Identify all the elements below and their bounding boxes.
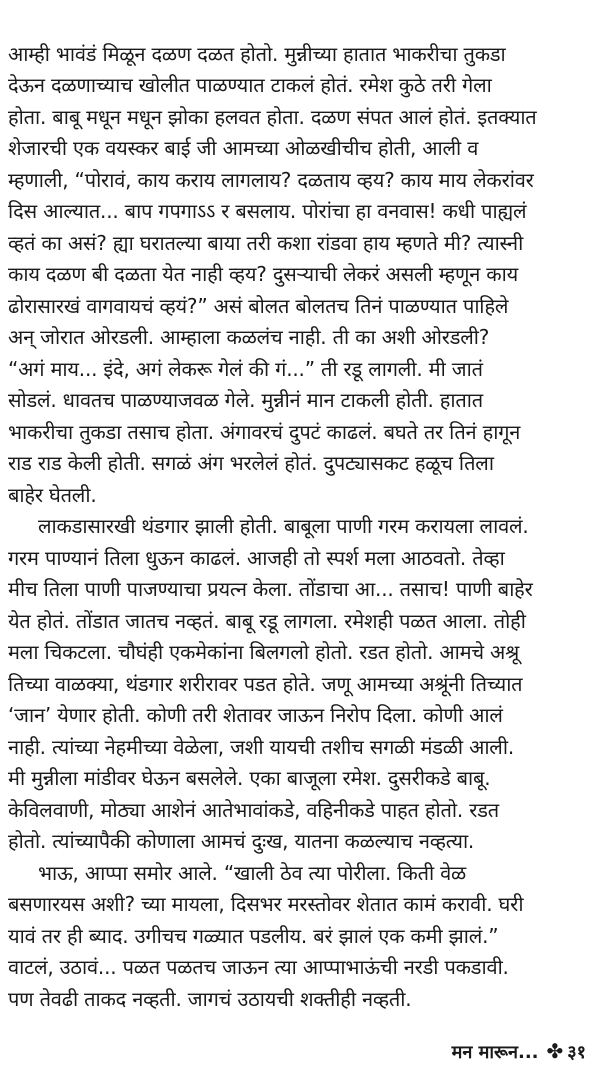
text-line: भाकरीचा तुकडा तसाच होता. अंगावरचं दुपटं काढलं. बघते तर तिनं हागून <box>8 420 521 444</box>
text-line: शेजारची एक वयस्कर बाई जी आमच्या ओळखीचीच होती, आली व <box>8 136 479 160</box>
text-line: होतो. त्यांच्यापैकी कोणाला आमचं दुःख, यातना कळल्याच नव्हत्या. <box>8 829 475 853</box>
text-line: दिस आल्यात... बाप गपगाऽऽ र बसलाय. पोरांचा हा वनवास! कधी पाह्यलं <box>8 199 527 223</box>
text-line: राड राड केली होती. सगळं अंग भरलेलं होतं. दुपट्यासकट हळूच तिला <box>8 451 494 475</box>
paragraph-start-line: भाऊ, आप्पा समोर आले. “खाली ठेव त्या पोरीला. किती वेळ <box>38 861 467 885</box>
text-line: बाहेर घेतली. <box>8 483 97 507</box>
text-line: गरम पाण्यानं तिला धुऊन काढलं. आजही तो स्पर्श मला आठवतो. तेव्हा <box>8 546 505 570</box>
text-line: सोडलं. धावतच पाळण्याजवळ गेले. मुन्नीनं मान टाकली होती. हातात <box>8 388 483 412</box>
text-line: ‘जान’ येणार होती. कोणी तरी शेतावर जाऊन निरोप दिला. कोणी आलं <box>8 703 503 727</box>
text-line: आम्ही भावंडं मिळून दळण दळत होतो. मुन्नीच्या हातात भाकरीचा तुकडा <box>8 42 506 66</box>
running-title: मन मारून... <box>451 1042 539 1063</box>
text-line: ढोरासारखं वागवायचं व्हयं?” असं बोलत बोलतच तिनं पाळण्यात पाहिले <box>8 294 509 318</box>
text-line: बसणारयस अशी? च्या मायला, दिसभर मरस्तोवर शेतात कामं करावी. घरी <box>8 892 524 916</box>
book-page <box>8 0 596 1079</box>
page-footer <box>452 1036 586 1066</box>
paragraph-start-line: लाकडासारखी थंडगार झाली होती. बाबूला पाणी गरम करायला लावलं. <box>38 514 529 538</box>
text-line: मला चिकटला. चौघंही एकमेकांना बिलगलो होतो. रडत होतो. आमचे अश्रू <box>8 640 520 664</box>
text-line: मीच तिला पाणी पाजण्याचा प्रयत्न केला. तोंडाचा आ... तसाच! पाणी बाहेर <box>8 577 533 601</box>
text-line: अन् जोरात ओरडली. आम्हाला कळलंच नाही. ती का अशी ओरडली? <box>8 325 490 349</box>
text-line: यावं तर ही ब्याद. उगीचच गळ्यात पडलीय. बरं झालं एक कमी झालं.” <box>8 924 499 948</box>
page-number: ३१ <box>567 1042 586 1063</box>
text-line: म्हणाली, “पोरावं, काय कराय लागलाय? दळताय व्हय? काय माय लेकरांवर <box>8 168 534 192</box>
text-line: नाही. त्यांच्या नेहमीच्या वेळेला, जशी यायची तशीच सगळी मंडळी आली. <box>8 735 515 759</box>
text-line: येत होतं. तोंडात जातच नव्हतं. बाबू रडू लागला. रमेशही पळत आला. तोही <box>8 609 526 633</box>
text-line: देऊन दळणाच्याच खोलीत पाळण्यात टाकलं होतं. रमेश कुठे तरी गेला <box>8 73 492 97</box>
text-line: मी मुन्नीला मांडीवर घेऊन बसलेले. एका बाजूला रमेश. दुसरीकडे बाबू. <box>8 766 491 790</box>
text-line: केविलवाणी, मोठ्या आशेनं आतेभावांकडे, वहिनीकडे पाहत होतो. रडत <box>8 798 499 822</box>
text-line: “अगं माय... इंदे, अगं लेकरू गेलं की गं...” ती रडू लागली. मी जातं <box>8 357 483 381</box>
text-line: पण तेवढी ताकद नव्हती. जागचं उठायची शक्तीही नव्हती. <box>8 987 412 1011</box>
text-line: होता. बाबू मधून मधून झोका हलवत होता. दळण संपत आलं होतं. इतक्यात <box>8 105 537 129</box>
text-line: वाटलं, उठावं... पळत पळतच जाऊन त्या आप्पाभाऊंची नरडी पकडावी. <box>8 955 509 979</box>
text-line: काय दळण बी दळता येत नाही व्हय? दुसऱ्याची लेकरं असली म्हणून काय <box>8 262 519 286</box>
text-line: व्हतं का असं? ह्या घरातल्या बाया तरी कशा रांडवा हाय म्हणते मी? त्यास्नी <box>8 231 524 255</box>
text-line: तिच्या वाळक्या, थंडगार शरीरावर पडत होते. जणू आमच्या अश्रूंनी तिच्यात <box>8 672 523 696</box>
ornament-icon: ✤ <box>546 1039 564 1063</box>
